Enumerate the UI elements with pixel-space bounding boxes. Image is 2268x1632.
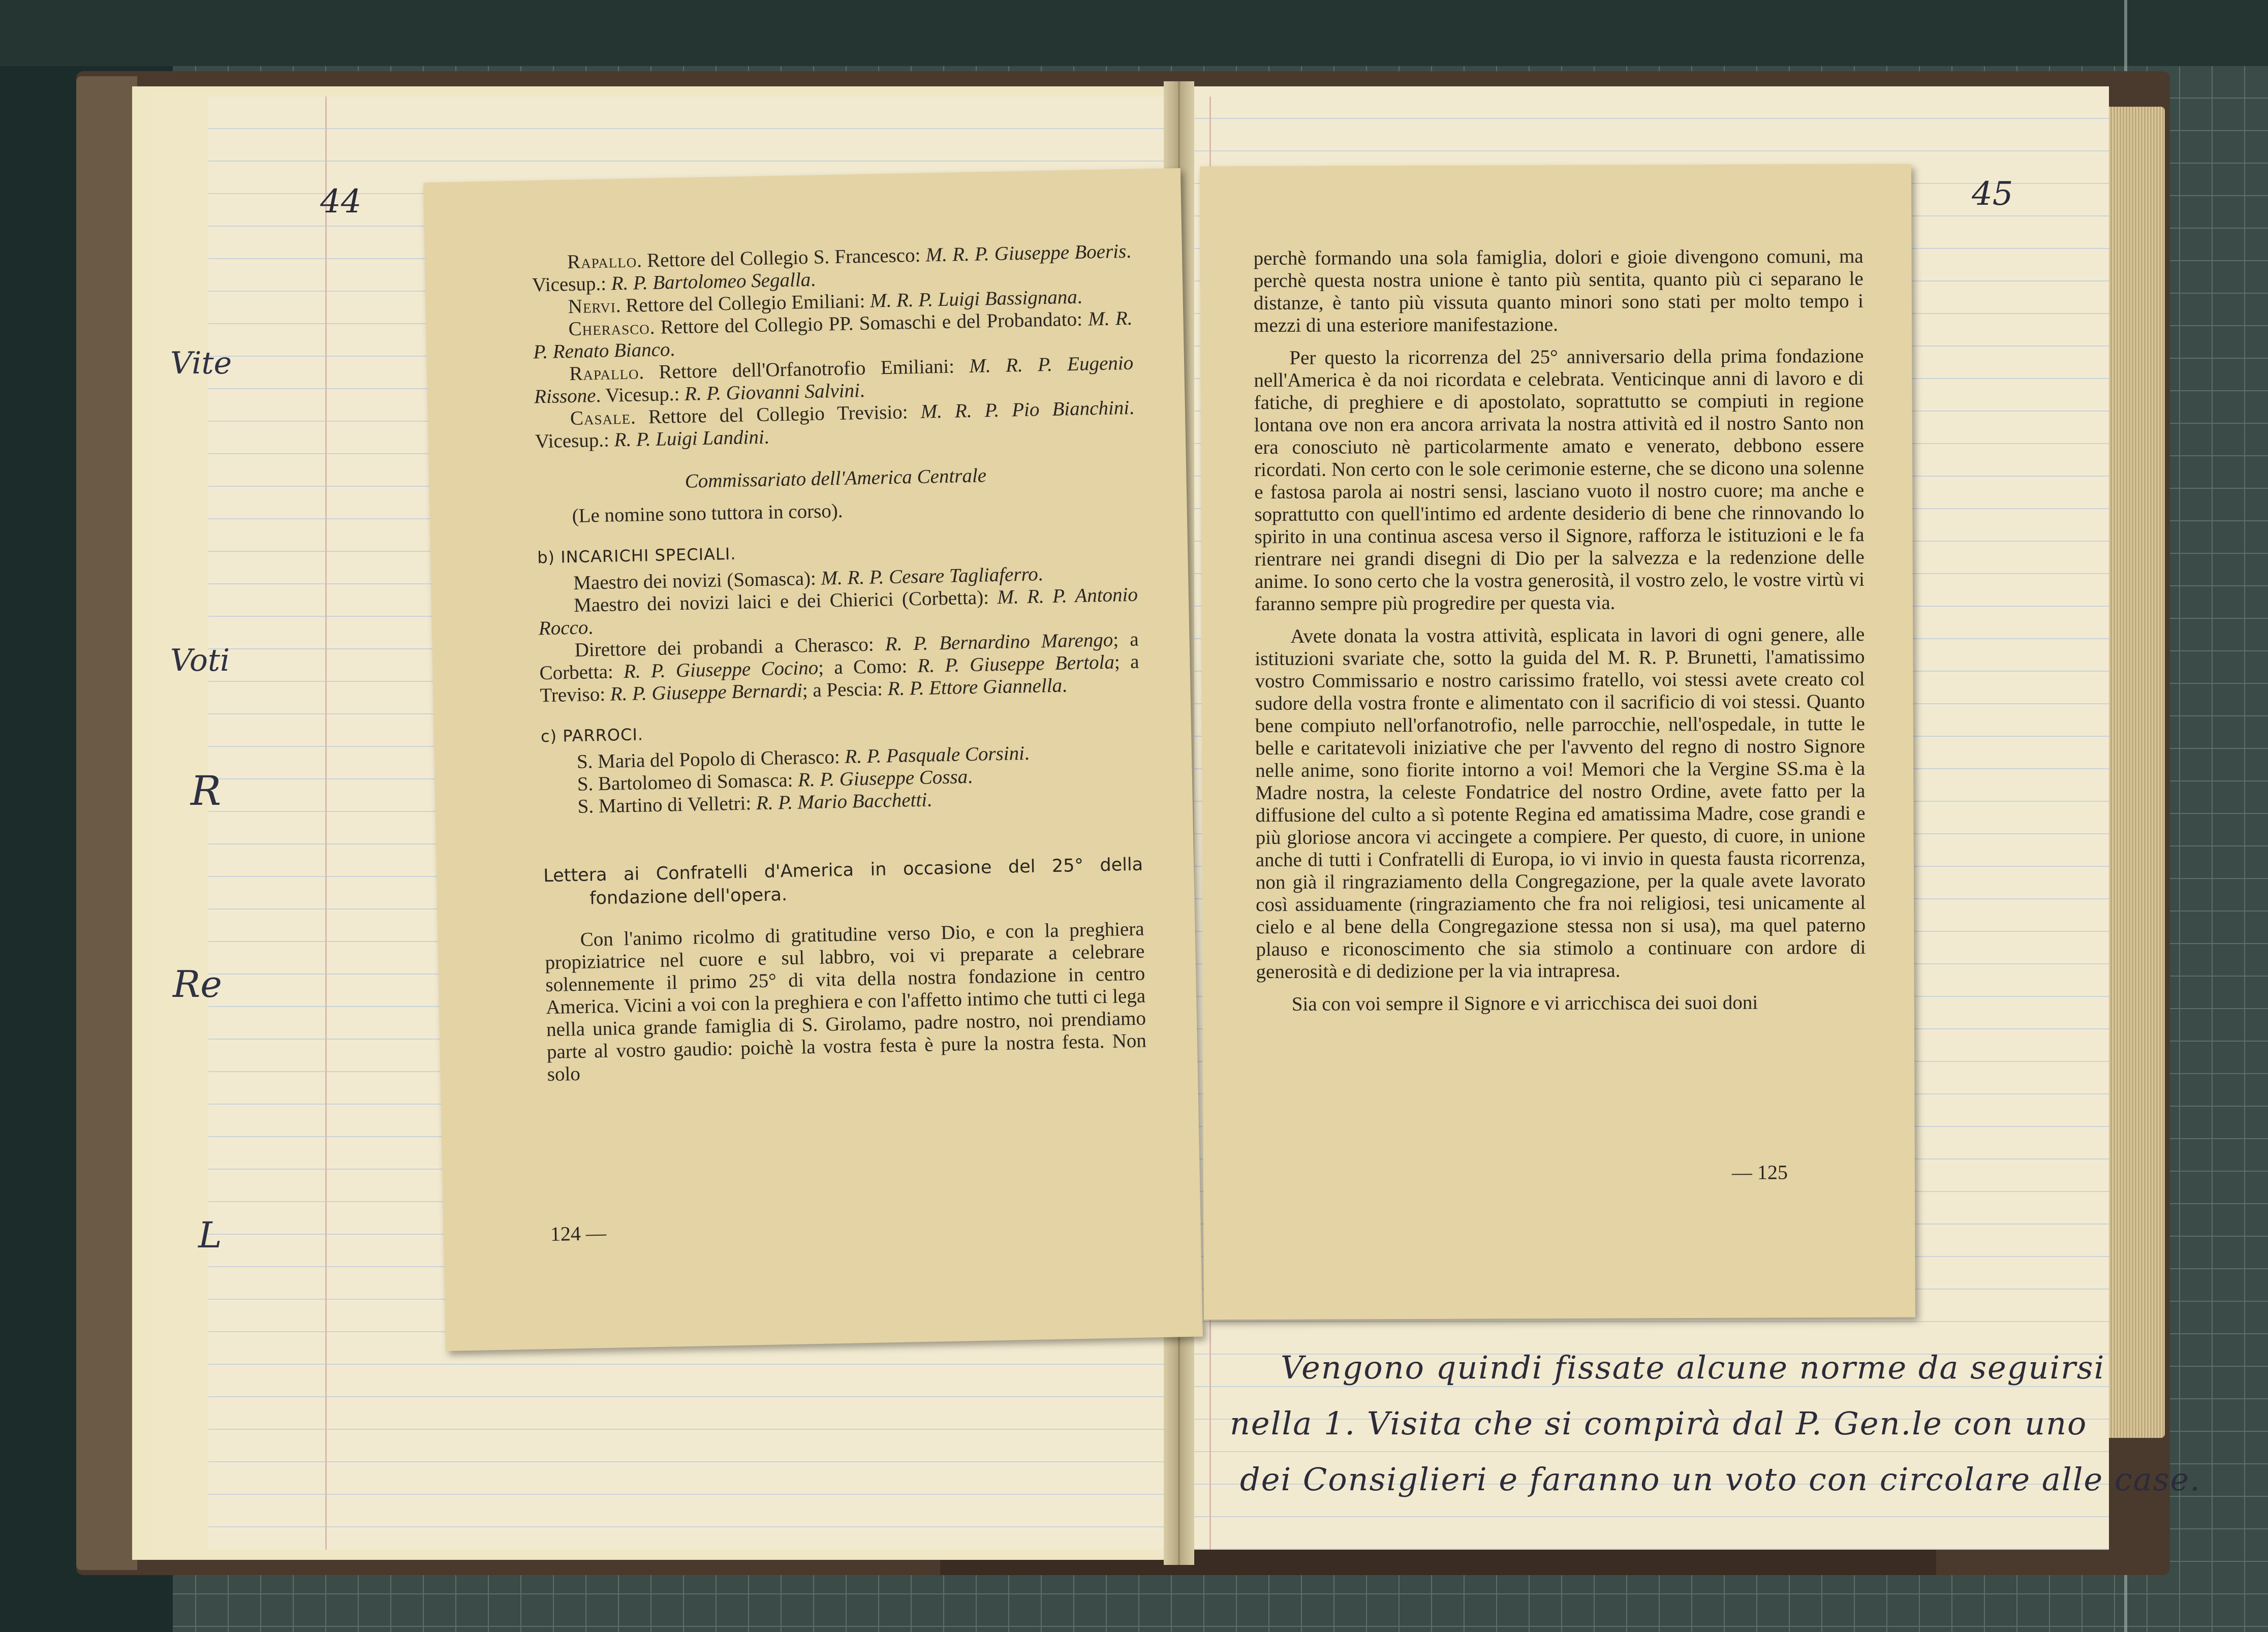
- appointments-list: [532, 240, 1147, 1086]
- lettera-paragraph: Con l'animo ricolmo di gratitudine verso Dio, e con la preghiera propiziatrice nel cuore e sul labbro, voi vi preparate a celebrare solennemente il primo 25° di vita della nostra fondazione in centro America. Vicini a voi con la preghiera e con l'affetto intimo che tutti ci lega nella unica grande famiglia di S. Girolamo, padre nostro, noi prendiamo parte al vostro gaudio: poichè la vostra festa è pure la nostra festa. Non solo: [545, 918, 1147, 1086]
- margin-note: R: [191, 767, 222, 814]
- margin-note: L: [198, 1214, 222, 1256]
- page-folio-124: 124 —: [550, 1221, 607, 1246]
- parroco-entry: S. Maria del Popolo di Cherasco: R. P. Pasquale Corsini.: [576, 742, 1030, 773]
- page-folio-125: — 125: [1731, 1160, 1788, 1184]
- handwritten-line: dei Consiglieri e faranno un voto con circolare alle case.: [1240, 1461, 2201, 1498]
- lettera-paragraph: Per questo la ricorrenza del 25° anniversario della prima fondazione nell'America è da noi ricordata e celebrata. Venticinque anni di lavoro e di fatiche, di preghiere e di apostolato, soprattutto se compiuti in regione lontana ove non era ancora arrivata la nostra attività ed il nostro Santo non era conosciuto nè particolarmente amato e venerato, debbono essere ricordati. Non certo con le sole cerimonie esterne, che se dicono una solenne e fastosa parola ai nostri sensi, lasciano vuoto il nostro cuore; ma anche e soprattutto con quell'intimo ed ardente desiderio di bene che rinnovando lo spirito in una continua ascesa verso il Signore, rafforza le istituzioni e le fa rientrare nei grandi disegni di Dio per la salvezza e la redenzione delle anime. Io sono certo che la vostra generosità, il vostro zelo, le vostre virtù vi faranno sempre più progredire per questa via.: [1254, 344, 1865, 615]
- parroci-heading: c) PARROCI.: [540, 725, 644, 746]
- lettera-paragraph: perchè formando una sola famiglia, dolori e gioie divengono comuni, ma perchè questa nostra unione è tanto più sentita, quanto più ci separano le distanze, è tanto più vissuta quanto minori sono stati per molto tempo i mezzi di una esteriore manifestazione.: [1253, 245, 1864, 337]
- left-margin-rule: [325, 97, 327, 1550]
- lettera-heading: Lettera ai Confratelli d'America in occasione del 25° della fondazione dell'opera.: [543, 854, 1143, 909]
- handwritten-page-number-left: 44: [320, 183, 362, 221]
- handwritten-line: Vengono quindi fissate alcune norme da seguirsi: [1281, 1349, 2105, 1386]
- appointment-entry: Rapallo. Rettore del Collegio S. Francesco: M. R. P. Giuseppe Boeris. Vicesup.: R. P. Bartolomeo Segalla.: [532, 240, 1132, 296]
- handwritten-page-number-right: 45: [1972, 175, 2013, 213]
- commissariato-note: (Le nomine sono tuttora in corso).: [572, 499, 843, 527]
- lettera-paragraph: Sia con voi sempre il Signore e vi arricchisca dei suoi doni: [1291, 991, 1758, 1015]
- page-edges: [2109, 107, 2165, 1438]
- printed-insert-page-124: [423, 168, 1203, 1351]
- margin-note: Voti: [170, 643, 230, 678]
- printed-insert-page-125: [1200, 164, 1915, 1320]
- appointment-entry: Cherasco. Rettore del Collegio PP. Somaschi e del Probandato: M. R. P. Renato Bianco.: [533, 307, 1133, 363]
- parroco-entry: S. Martino di Velletri: R. P. Mario Bacchetti.: [577, 789, 933, 818]
- margin-note: Re: [173, 963, 222, 1006]
- appointment-entry: Rapallo. Rettore dell'Orfanotrofio Emiliani: M. R. P. Eugenio Rissone. Vicesup.: R. P. Giovanni Salvini.: [534, 352, 1134, 408]
- incarichi-heading: b) INCARICHI SPECIALI.: [537, 544, 736, 568]
- incarico-entry: Maestro dei novizi (Somasca): M. R. P. Cesare Tagliaferro.: [573, 563, 1043, 594]
- parroco-entry: S. Bartolomeo di Somasca: R. P. Giuseppe Cossa.: [577, 765, 973, 795]
- lettera-continuation: [1254, 245, 1866, 1016]
- lettera-paragraph: Avete donata la vostra attività, esplicata in lavori di ogni genere, alle istituzioni svariate che, sotto la guida del M. R. P. Brunetti, l'amatissimo vostro Commissario e nostro carissimo fratello, voi stessi avete creato col sudore della vostra fronte e alimentato con il sacrificio di voi stessi. Quanto bene compiuto nell'orfanotrofio, nelle parrocchie, nell'ospedale, in tutte le belle e caritatevoli iniziative che per l'avvento del regno di nostro Signore nelle anime, sono fiorite intorno a voi! Memori che la Vergine SS.ma è la Madre nostra, la celeste Fondatrice del nostro Ordine, avete fatto per la diffusione del culto a sì potente Regina ed amatissima Madre, cose grandi e più gloriose ancora vi accingete a compiere. Per questo, di cuore, in unione anche di tutti i Confratelli di Europa, io vi invio in questa fausta ricorrenza, non già il ringraziamento della Congregazione, per la quale avete lavorato così assiduamente (ringraziamento che fra noi religiosi, tesi unicamente al cielo e al bene della Congregazione stessa non si usa), ma quel paterno plauso e riconoscimento che sia stimolo a continuare con ardore di generosità e di dedizione per la via intrapresa.: [1255, 623, 1866, 983]
- handwritten-line: nella 1. Visita che si compirà dal P. Gen.le con uno: [1230, 1405, 2088, 1442]
- commissariato-title: Commissariato dell'America Centrale: [685, 464, 987, 492]
- dark-background-top: [0, 0, 2268, 66]
- margin-note: Vite: [170, 346, 232, 381]
- appointment-entry: Nervi. Rettore del Collegio Emiliani: M. R. P. Luigi Bassignana.: [568, 286, 1082, 318]
- book-spine-edge: [76, 76, 137, 1570]
- probandi-entry: Direttore dei probandi a Cherasco: R. P. Bernardino Marengo; a Corbetta: R. P. Giuseppe Cocino; a Como: R. P. Giuseppe Bertola; a Treviso: R. P. Giuseppe Bernardi; a Pescia: R. P. Ettore Giannella.: [539, 628, 1139, 707]
- incarico-entry: Maestro dei novizi laici e dei Chierici (Corbetta): M. R. P. Antonio Rocco.: [538, 583, 1138, 640]
- appointment-entry: Casale. Rettore del Collegio Trevisio: M. R. P. Pio Bianchini. Vicesup.: R. P. Luigi Landini.: [535, 396, 1135, 453]
